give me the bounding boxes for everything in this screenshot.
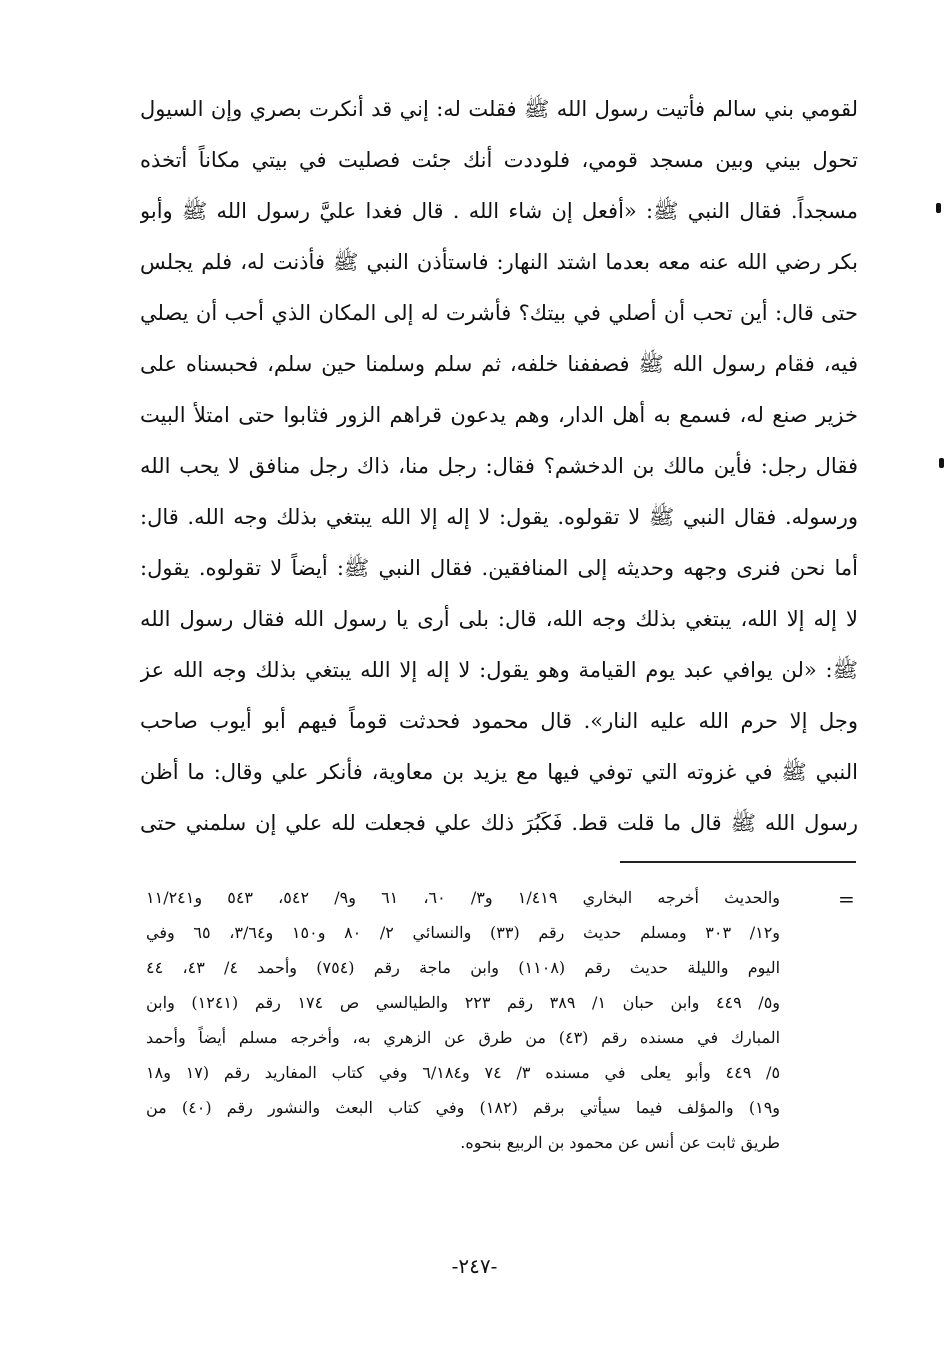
main-text-line: لا إله إلا الله، يبتغي بذلك وجه الله، قال: بلى أرى يا رسول الله فقال رسول الله <box>140 607 858 631</box>
main-text-block <box>140 84 858 849</box>
footnote-line: المبارك في مسنده رقم (٤٣) من طرق عن الزهري به، وأخرجه مسلم أيضاً وأحمد <box>146 1028 780 1047</box>
margin-mark <box>936 203 941 213</box>
footnote-line: ٥/ ٤٤٩ وأبو يعلى في مسنده ٣/ ٧٤ و٦/١٨٤ وفي كتاب المفاريد رقم (١٧ و١٨ <box>146 1063 780 1082</box>
footnote-block <box>146 880 780 1160</box>
main-text-line: ورسوله. فقال النبي ﷺ لا تقولوه. يقول: لا إله إلا الله يبتغي بذلك وجه الله. قال: <box>140 505 858 529</box>
footnote-line: والحديث أخرجه البخاري ١/٤١٩ و٣/ ٦٠، ٦١ و٩/ ٥٤٢، ٥٤٣ و١١/٢٤١ <box>146 888 780 907</box>
main-text-line: وجل إلا حرم الله عليه النار». قال محمود فحدثت قوماً فيهم أبو أيوب صاحب <box>140 709 858 733</box>
page-number: -٢٤٧- <box>451 1254 498 1278</box>
footnote-continuation-marker: = <box>838 887 855 911</box>
footnote-line: طريق ثابت عن أنس عن محمود بن الربيع بنحوه. <box>460 1133 780 1152</box>
margin-mark <box>939 458 944 468</box>
main-text-line: خزير صنع له، فسمع به أهل الدار، وهم يدعون قراهم الزور فثابوا حتى امتلأ البيت <box>140 403 858 427</box>
footnote-line: اليوم والليلة حديث رقم (١١٠٨) وابن ماجة رقم (٧٥٤) وأحمد ٤/ ٤٣، ٤٤ <box>146 958 780 977</box>
main-text-line: أما نحن فنرى وجهه وحديثه إلى المنافقين. فقال النبي ﷺ: أيضاً لا تقولوه. يقول: <box>140 556 858 580</box>
main-text-line: تحول بيني وبين مسجد قومي، فلوددت أنك جئت فصليت في بيتي مكاناً أتخذه <box>140 148 858 172</box>
main-text-line: النبي ﷺ في غزوته التي توفي فيها مع يزيد بن معاوية، فأنكر علي وقال: ما أظن <box>140 760 858 784</box>
main-text-line: لقومي بني سالم فأتيت رسول الله ﷺ فقلت له: إني قد أنكرت بصري وإن السيول <box>140 97 858 121</box>
main-text-line: فقال رجل: فأين مالك بن الدخشم؟ فقال: رجل منا، ذاك رجل منافق لا يحب الله <box>140 454 858 478</box>
main-text-line: مسجداً. فقال النبي ﷺ: «أفعل إن شاء الله . قال فغدا عليَّ رسول الله ﷺ وأبو <box>140 199 858 223</box>
main-text-line: حتى قال: أين تحب أن أصلي في بيتك؟ فأشرت له إلى المكان الذي أحب أن يصلي <box>140 301 858 325</box>
main-text-line: ﷺ: «لن يوافي عبد يوم القيامة وهو يقول: لا إله إلا الله يبتغي بذلك وجه الله عز <box>140 658 858 682</box>
main-text-line: رسول الله ﷺ قال ما قلت قط. فَكَبُرَ ذلك علي فجعلت لله علي إن سلمني حتى <box>140 811 858 835</box>
footnote-separator <box>620 861 856 863</box>
main-text-line: بكر رضي الله عنه معه بعدما اشتد النهار: فاستأذن النبي ﷺ فأذنت له، فلم يجلس <box>140 250 858 274</box>
footnote-line: و١٩) والمؤلف فيما سيأتي برقم (١٨٢) وفي كتاب البعث والنشور رقم (٤٠) من <box>146 1098 780 1117</box>
footnote-line: و١٢/ ٣٠٣ ومسلم حديث رقم (٣٣) والنسائي ٢/ ٨٠ و١٥٠ و٣/٦٤، ٦٥ وفي <box>146 923 780 942</box>
footnote-line: و٥/ ٤٤٩ وابن حبان ١/ ٣٨٩ رقم ٢٢٣ والطيالسي ص ١٧٤ رقم (١٢٤١) وابن <box>146 993 780 1012</box>
main-text-line: فيه، فقام رسول الله ﷺ فصففنا خلفه، ثم سلم وسلمنا حين سلم، فحبسناه على <box>140 352 858 376</box>
